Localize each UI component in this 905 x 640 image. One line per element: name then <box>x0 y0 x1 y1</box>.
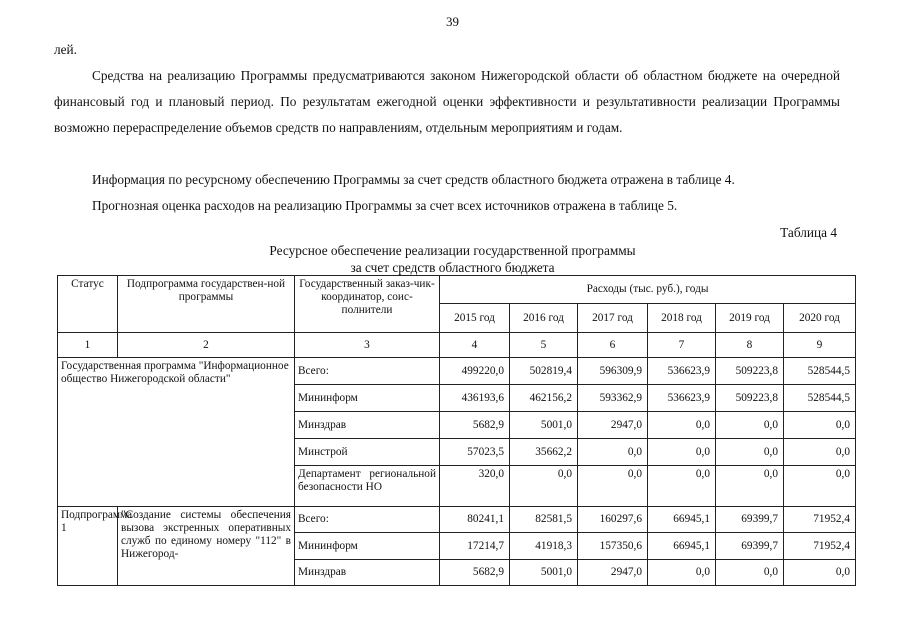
value-cell: 0,0 <box>784 439 856 466</box>
value-cell: 596309,9 <box>578 358 648 385</box>
header-expenses: Расходы (тыс. руб.), годы <box>440 276 856 304</box>
value-cell: 57023,5 <box>440 439 510 466</box>
value-cell: 499220,0 <box>440 358 510 385</box>
value-cell: 157350,6 <box>578 533 648 560</box>
table-row <box>58 507 856 533</box>
value-cell: 536623,9 <box>648 385 716 412</box>
value-cell: 66945,1 <box>648 507 716 533</box>
value-cell: 0,0 <box>578 439 648 466</box>
executor-cell: Всего: <box>295 358 440 385</box>
value-cell: 509223,8 <box>716 385 784 412</box>
value-cell: 35662,2 <box>510 439 578 466</box>
value-cell: 160297,6 <box>578 507 648 533</box>
value-cell: 5001,0 <box>510 560 578 586</box>
table-title-line1: Ресурсное обеспечение реализации государственной программы <box>269 243 636 258</box>
value-cell: 0,0 <box>578 466 648 507</box>
value-cell: 66945,1 <box>648 533 716 560</box>
subprogram-name: "Создание системы обеспечения вызова экстренных оперативных служб по единому номеру "112" в Нижегород- <box>118 507 295 586</box>
value-cell: 69399,7 <box>716 533 784 560</box>
header-status: Статус <box>58 276 118 333</box>
value-cell: 0,0 <box>510 466 578 507</box>
value-cell: 80241,1 <box>440 507 510 533</box>
column-number: 2 <box>118 333 295 358</box>
header-year: 2018 год <box>648 304 716 333</box>
table-row <box>58 358 856 385</box>
executor-cell: Минздрав <box>295 412 440 439</box>
value-cell: 0,0 <box>784 560 856 586</box>
value-cell: 320,0 <box>440 466 510 507</box>
column-number: 7 <box>648 333 716 358</box>
value-cell: 69399,7 <box>716 507 784 533</box>
value-cell: 0,0 <box>648 412 716 439</box>
column-number: 1 <box>58 333 118 358</box>
executor-cell: Мининформ <box>295 385 440 412</box>
column-number: 9 <box>784 333 856 358</box>
value-cell: 41918,3 <box>510 533 578 560</box>
header-year: 2017 год <box>578 304 648 333</box>
paragraph-table5-ref: Прогнозная оценка расходов на реализацию Программы за счет всех источников отражена в таблице 5. <box>92 198 678 213</box>
value-cell: 0,0 <box>716 439 784 466</box>
header-year: 2019 год <box>716 304 784 333</box>
value-cell: 502819,4 <box>510 358 578 385</box>
value-cell: 0,0 <box>716 560 784 586</box>
value-cell: 0,0 <box>648 439 716 466</box>
value-cell: 0,0 <box>648 560 716 586</box>
value-cell: 528544,5 <box>784 358 856 385</box>
resource-table <box>57 275 856 586</box>
value-cell: 436193,6 <box>440 385 510 412</box>
paragraph-continuation: лей. <box>54 42 77 57</box>
value-cell: 536623,9 <box>648 358 716 385</box>
value-cell: 5682,9 <box>440 560 510 586</box>
value-cell: 71952,4 <box>784 507 856 533</box>
value-cell: 0,0 <box>716 412 784 439</box>
value-cell: 0,0 <box>648 466 716 507</box>
value-cell: 82581,5 <box>510 507 578 533</box>
value-cell: 509223,8 <box>716 358 784 385</box>
header-year: 2016 год <box>510 304 578 333</box>
column-number: 4 <box>440 333 510 358</box>
value-cell: 17214,7 <box>440 533 510 560</box>
column-number: 5 <box>510 333 578 358</box>
value-cell: 5001,0 <box>510 412 578 439</box>
value-cell: 462156,2 <box>510 385 578 412</box>
subprogram-status: Подпрограмма 1 <box>58 507 118 586</box>
executor-cell: Департамент региональной безопасности НО <box>295 466 440 507</box>
header-year: 2015 год <box>440 304 510 333</box>
column-number: 3 <box>295 333 440 358</box>
table-title-line2: за счет средств областного бюджета <box>350 260 555 275</box>
value-cell: 2947,0 <box>578 560 648 586</box>
value-cell: 71952,4 <box>784 533 856 560</box>
value-cell: 2947,0 <box>578 412 648 439</box>
table-label: Таблица 4 <box>780 225 837 240</box>
paragraph-table4-ref: Информация по ресурсному обеспечению Программы за счет средств областного бюджета отражена в таблице 4. <box>92 172 735 187</box>
executor-cell: Мининформ <box>295 533 440 560</box>
executor-cell: Минздрав <box>295 560 440 586</box>
column-number-row <box>58 333 856 358</box>
program-name: Государственная программа "Информационное общество Нижегородской области" <box>58 358 295 507</box>
header-subprogram: Подпрограмма государствен-ной программы <box>118 276 295 333</box>
table-title <box>0 242 905 276</box>
value-cell: 0,0 <box>784 466 856 507</box>
header-customer: Государственный заказ-чик-координатор, соис-полнители <box>295 276 440 333</box>
value-cell: 593362,9 <box>578 385 648 412</box>
value-cell: 0,0 <box>716 466 784 507</box>
column-number: 8 <box>716 333 784 358</box>
header-year: 2020 год <box>784 304 856 333</box>
paragraph-funding: Средства на реализацию Программы предусматриваются законом Нижегородской области об областном бюджете на очередной финансовый год и плановый период. По результатам ежегодной оценки эффективности и результативности реализации Программы возможно перераспределение объемов средств по направлениям, отдельным мероприятиям и годам. <box>54 68 840 135</box>
page-number: 39 <box>446 14 459 29</box>
value-cell: 528544,5 <box>784 385 856 412</box>
column-number: 6 <box>578 333 648 358</box>
value-cell: 5682,9 <box>440 412 510 439</box>
executor-cell: Всего: <box>295 507 440 533</box>
value-cell: 0,0 <box>784 412 856 439</box>
executor-cell: Минстрой <box>295 439 440 466</box>
